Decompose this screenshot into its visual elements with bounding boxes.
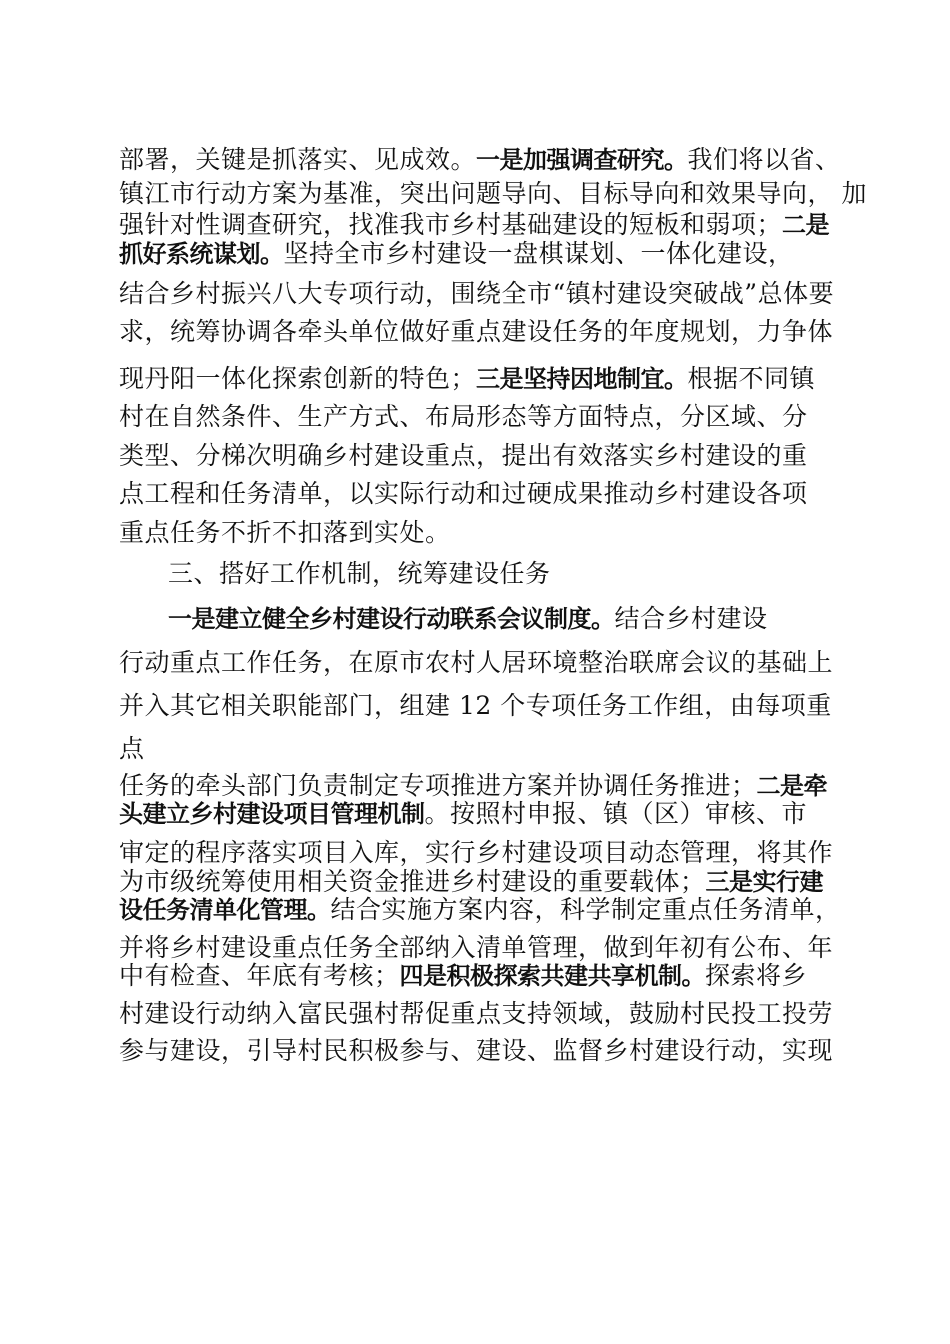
line-text: 重点任务不折不扣落到实处。 [119,518,451,547]
text-line [119,690,832,722]
line-text: 参与建设，引导村民积极参与、建设、监督乡村建设行动，实现 [119,1036,834,1065]
line-text: 点 [119,734,145,763]
bold-heading: 二是牵 [756,772,828,800]
line-text: 为市级统筹使用相关资金推进乡村建设的重要载体； [119,867,706,896]
text-line [119,238,794,270]
text-line [119,363,815,395]
line-text: 镇江市行动方案为基准，突出问题导向、目标导向和效果导向， 加 [119,179,867,208]
text-line [119,278,834,310]
line-text: 三、搭好工作机制，统筹建设任务 [168,559,551,588]
line-text: 结合乡村振兴八大专项行动，围绕全市“镇村建设突破战”总体要 [119,279,835,308]
line-text: 并入其它相关职能部门，组建 12 个专项任务工作组，由每项重 [119,691,832,720]
section-heading [168,558,551,590]
text-line [119,960,807,992]
line-text: 结合乡村建设 [614,604,768,633]
line-text: 。按照村申报、镇（区）审核、市 [424,799,808,828]
line-text: 点工程和任务清单，以实际行动和过硬成果推动乡村建设各项 [119,479,808,508]
text-line [119,1035,833,1067]
line-text: 审定的程序落实项目入库，实行乡村建设项目动态管理，将其作 [119,838,834,867]
line-text: 坚持全市乡村建设一盘棋谋划、一体化建设， [283,239,794,268]
line-text: 根据不同镇 [687,364,816,393]
line-text: 探索将乡 [705,961,808,990]
text-line [168,603,768,635]
text-line [119,178,867,210]
line-text: 部署，关键是抓落实、见成效。 [119,145,477,174]
text-line [119,733,145,765]
bold-heading: 设任务清单化管理。 [119,896,331,924]
line-text: 任务的牵头部门负责制定专项推进方案并协调任务推进； [119,771,757,800]
text-line [119,144,841,176]
bold-heading: 二是 [782,211,830,239]
line-text: 我们将以省、 [687,145,841,174]
text-line [119,998,833,1030]
line-text: 行动重点工作任务，在原市农村人居环境整治联席会议的基础上 [119,648,834,677]
text-line [119,401,808,433]
line-text: 中有检查、年底有考核； [119,961,400,990]
bold-heading: 一是建立健全乡村建设行动联系会议制度。 [168,605,615,633]
text-line [119,440,808,472]
line-text: 求，统筹协调各牵头单位做好重点建设任务的年度规划，力争体 [119,317,834,346]
text-line [119,837,833,869]
bold-heading: 头建立乡村建设项目管理机制 [119,800,425,828]
bold-heading: 一是加强调查研究。 [476,146,688,174]
text-line [119,894,841,926]
text-line [119,316,833,348]
line-text: 现丹阳一体化探索创新的特色； [119,364,477,393]
bold-heading: 三是坚持因地制宜。 [476,365,688,393]
bold-heading: 三是实行建 [705,868,824,896]
bold-heading: 抓好系统谋划。 [119,240,284,268]
line-text: 强针对性调查研究，找准我市乡村基础建设的短板和弱项； [119,210,783,239]
text-line [119,209,829,241]
line-text: 类型、分梯次明确乡村建设重点，提出有效落实乡村建设的重 [119,441,808,470]
text-line [119,647,833,679]
text-line [119,517,451,549]
text-line [119,478,808,510]
line-text: 并将乡村建设重点任务全部纳入清单管理，做到年初有公布、年 [119,933,834,962]
line-text: 村建设行动纳入富民强村帮促重点支持领域，鼓励村民投工投劳 [119,999,834,1028]
text-line [119,798,807,830]
line-text: 结合实施方案内容，科学制定重点任务清单， [330,895,841,924]
bold-heading: 四是积极探索共建共享机制。 [399,962,706,990]
line-text: 村在自然条件、生产方式、布局形态等方面特点，分区域、分 [119,402,808,431]
